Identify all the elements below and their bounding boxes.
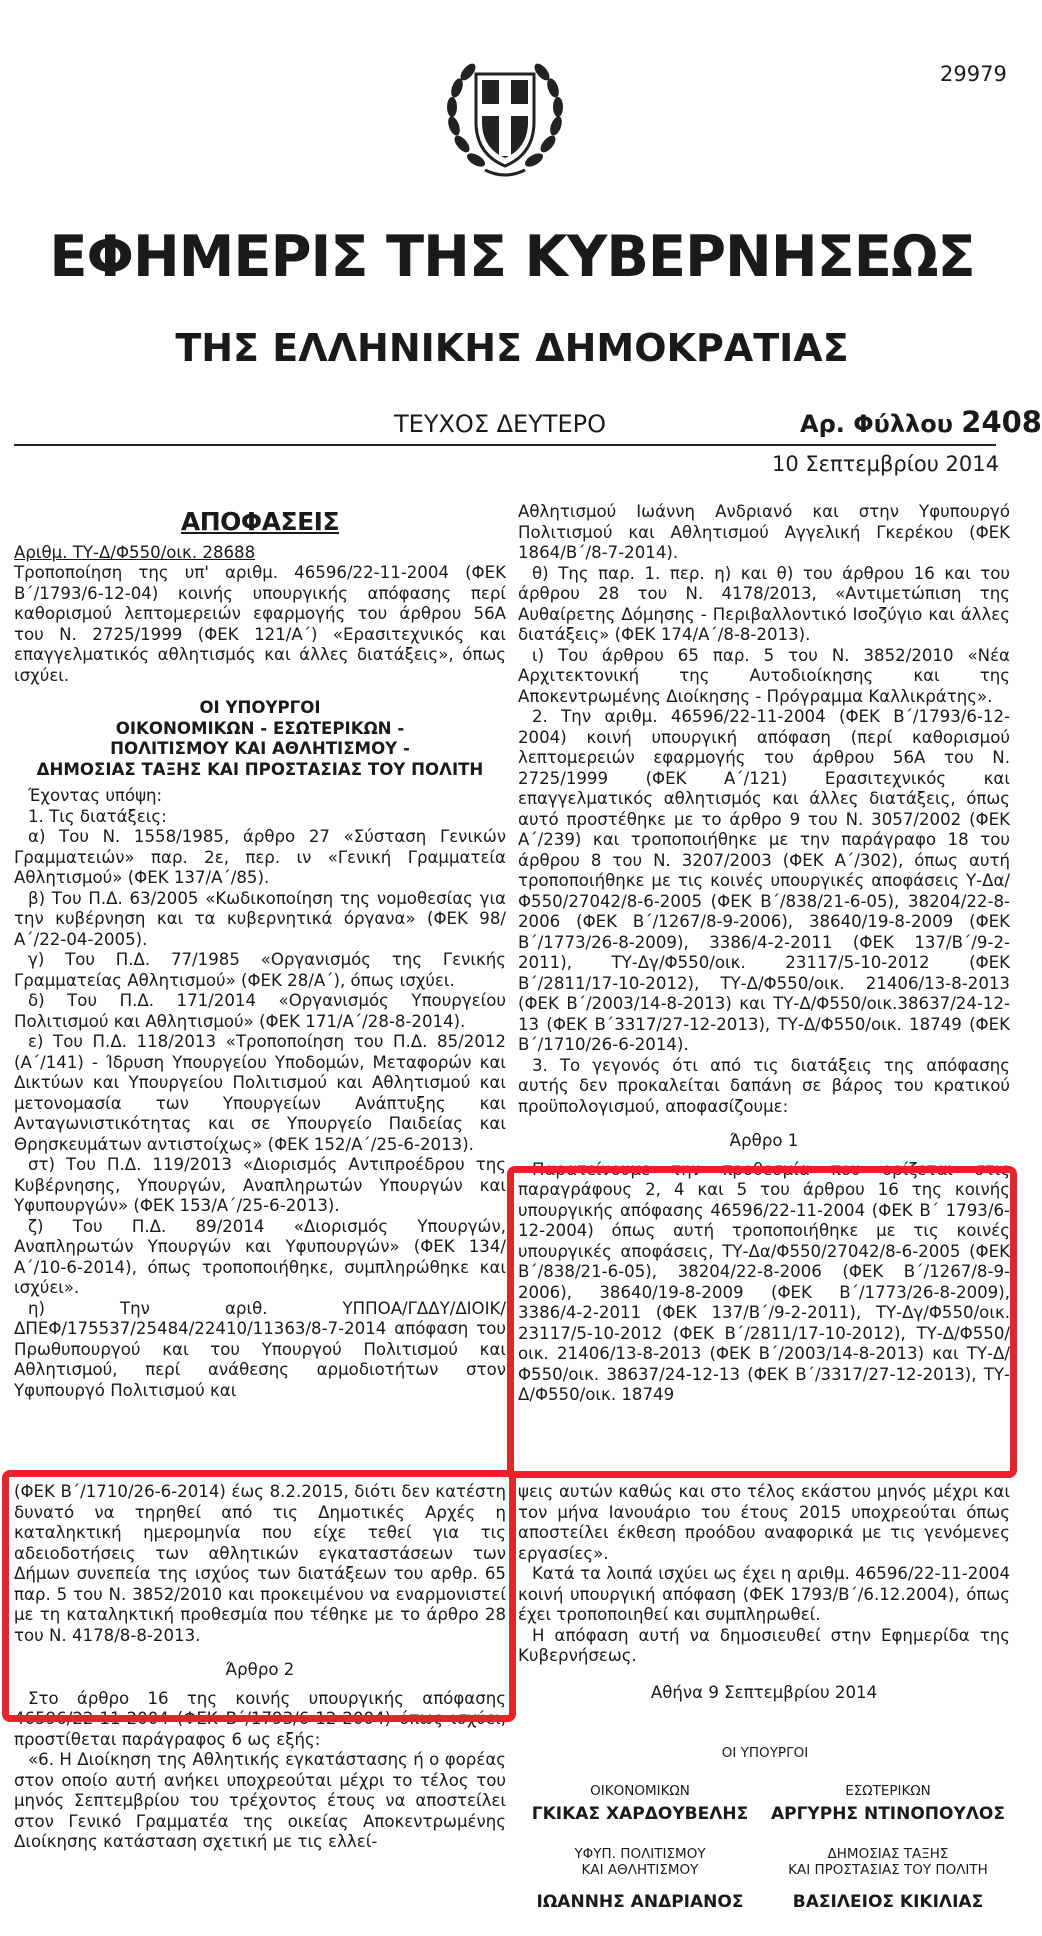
issue-type: ΤΕΥΧΟΣ ΔΕΥΤΕΡΟ	[394, 410, 607, 438]
highlight-box-continuation	[2, 1470, 516, 1722]
paragraph: ψεις αυτών καθώς και στο τέλος εκάστου μηνός μέχρι και τον μήνα Ιανουάριο του έτους 2015 υποχρεούται όπως αποστείλει έκθεση προόδου αναφορικά με τις γενόμενες εργασίες».	[518, 1482, 1010, 1563]
signatory-name: ΒΑΣΙΛΕΙΟΣ ΚΙΚΙΛΙΑΣ	[792, 1892, 984, 1912]
ministers-label: ΟΙ ΥΠΟΥΡΓΟΙ	[721, 1745, 809, 1761]
ministers-heading-1: ΟΙ ΥΠΟΥΡΓΟΙ	[199, 698, 321, 717]
ministers-heading-4: ΔΗΜΟΣΙΑΣ ΤΑΞΗΣ ΚΑΙ ΠΡΟΣΤΑΣΙΑΣ ΤΟΥ ΠΟΛΙΤΗ	[36, 759, 484, 779]
signatory-role: ΟΙΚΟΝΟΜΙΚΩΝ	[590, 1783, 690, 1799]
sheet-number-label: Αρ. Φύλλου	[800, 410, 953, 438]
signatory-role: ΔΗΜΟΣΙΑΣ ΤΑΞΗΣ	[827, 1846, 949, 1862]
paragraph: Κατά τα λοιπά ισχύει ως έχει η αριθμ. 46596/22-11-2004 κοινή υπουργική απόφαση (ΦΕΚ 1793/Β΄/6.12.2004), όπως έχει τροποποιηθεί και συμπληρωθεί.	[518, 1564, 1010, 1624]
article-1-title: Άρθρο 1	[729, 1131, 799, 1150]
sheet-number	[800, 405, 1042, 439]
paragraph: 1. Τις διατάξεις:	[28, 806, 167, 826]
article-1-text: Παρατείνουμε την προθεσμία που ορίζεται στις παραγράφους 2, 4 και 5 του άρθρου 16 της κοινής υπουργικής απόφασης 46596/22-11-2004 (ΦΕΚ Β΄ 1793/6-12-2004) όπως αυτή τροποποιήθηκε με τις κοινές υπουργικές αποφάσεις, ΤΥ-Δα/Φ550/27042/8-6-2005 (ΦΕΚ Β΄/838/21-6-05), 38204/22-8-2006 (ΦΕΚ Β΄/1267/8-9-2006), 38640/19-8-2009 (ΦΕΚ Β΄/1773/26-8-2009), 3386/4-2-2011 (ΦΕΚ 137/Β΄/9-2-2011), ΤΥ-Δγ/Φ550/οικ. 23117/5-10-2012 (ΦΕΚ Β΄/2811/17-10-2012), ΤΥ-Δ/Φ550/οικ. 21406/13-8-2013 (ΦΕΚ Β΄/2003/14-8-2013) και ΤΥ-Δ/Φ550/οικ. 38637/24-12-13 (ΦΕΚ Β΄/3317/27-12-2013), ΤΥ-Δ/Φ550/οικ. 18749	[518, 1159, 1010, 1404]
signatory-role: ΚΑΙ ΠΡΟΣΤΑΣΙΑΣ ΤΟΥ ΠΟΛΙΤΗ	[788, 1862, 988, 1878]
decision-subject: Τροποποίηση της υπ' αριθμ. 46596/22-11-2004 (ΦΕΚ Β΄/1793/6-12-04) κοινής υπουργικής απόφασης περί καθορισμού λεπτομερειών εφαρμογής του άρθρου 56Α του Ν. 2725/1999 (ΦΕΚ 121/Α΄) «Ερασιτεχνικός και επαγγελματικός αθλητισμός και άλλες διατάξεις», όπως ισχύει.	[14, 563, 506, 685]
ministers-heading-3: ΠΟΛΙΤΙΣΜΟΥ ΚΑΙ ΑΘΛΗΤΙΣΜΟΥ -	[110, 739, 410, 758]
paragraph: ε) Του Π.Δ. 118/2013 «Τροποποίηση του Π.Δ. 85/2012 (Α΄/141) - Ίδρυση Υπουργείου Υποδομών, Μεταφορών και Δικτύων και Υπουργείου Πολιτισμού και Αθλητισμού και μετονομασία των Υπουργείων Ανάπτυξης και Ανταγωνιστικότητας και σε Υπουργείο Παιδείας και Θρησκευμάτων αντιστοίχως» (ΦΕΚ 152/Α΄/25-6-2013).	[14, 1032, 506, 1154]
paragraph: Έχοντας υπόψη:	[28, 786, 163, 805]
greek-coat-of-arms-icon	[440, 52, 570, 182]
gazette-title: ΕΦΗΜΕΡΙΣ ΤΗΣ ΚΥΒΕΡΝΗΣΕΩΣ	[49, 224, 975, 290]
paragraph: δ) Του Π.Δ. 171/2014 «Οργανισμός Υπουργείου Πολιτισμού και Αθλητισμού» (ΦΕΚ 171/Α΄/28-8-2014).	[14, 991, 506, 1031]
ministers-heading-2: ΟΙΚΟΝΟΜΙΚΩΝ - ΕΣΩΤΕΡΙΚΩΝ -	[115, 718, 405, 738]
header-divider	[14, 444, 996, 446]
paragraph: η) Την αριθ. ΥΠΠΟΑ/ΓΔΔΥ/ΔΙΟΙΚ/ΔΠΕΦ/175537/25484/22410/11363/8-7-2014 απόφαση του Πρωθυπουργού και του Υπουργού Πολιτισμού και Αθλητισμού, περί ανάθεσης αρμοδιοτήτων στον Υφυπουργό Πολιτισμού και	[14, 1298, 506, 1400]
issue-date: 10 Σεπτεμβρίου 2014	[772, 452, 999, 476]
section-title: ΑΠΟΦΑΣΕΙΣ	[180, 507, 340, 536]
article-2-title: Άρθρο 2	[225, 1660, 295, 1679]
paragraph: θ) Της παρ. 1. περ. η) και θ) του άρθρου 16 και του άρθρου 28 του Ν. 4178/2013, «Αντιμετώπιση της Αυθαίρετης Δόμησης - Περιβαλλοντικό Ισοζύγιο και άλλες διατάξεις» (ΦΕΚ 174/Α΄/8-8-2013).	[518, 563, 1010, 644]
article-2-intro: Στο άρθρο 16 της κοινής υπουργικής απόφασης 46596/22-11-2004 (ΦΕΚ Β΄/1793/6-12-2004) όπως ισχύει, προστίθεται παράγραφος 6 ως εξής:	[14, 1688, 506, 1749]
signatory-role: ΚΑΙ ΑΘΛΗΤΙΣΜΟΥ	[581, 1862, 699, 1878]
article-1-continuation: (ΦΕΚ Β΄/1710/26-6-2014) έως 8.2.2015, διότι δεν κατέστη δυνατό να τηρηθεί από τις Δημοτικές Αρχές η καταληκτική ημερομηνία που είχε τεθεί για τις αδειοδοτήσεις των αθλητικών εγκαταστάσεων των Δήμων συνεπεία της ισχύος των διατάξεων του αρθρ. 65 παρ. 5 του Ν. 3852/2010 και προκειμένου να εναρμονιστεί με τη καταληκτική προθεσμία που τέθηκε με το άρθρο 28 του Ν. 4178/8-8-2013.	[14, 1482, 506, 1645]
paragraph: στ) Του Π.Δ. 119/2013 «Διορισμός Αντιπροέδρου της Κυβέρνησης, Υπουργών, Αναπληρωτών Υπουργών και Υφυπουργών» (ΦΕΚ 153/Α΄/25-6-2013).	[14, 1155, 506, 1215]
gazette-subtitle: ΤΗΣ ΕΛΛΗΝΙΚΗΣ ΔΗΜΟΚΡΑΤΙΑΣ	[175, 326, 849, 370]
decision-reference: Αριθμ. ΤΥ-Δ/Φ550/οικ. 28688	[14, 542, 256, 562]
signatory-name: ΙΩΑΝΝΗΣ ΑΝΔΡΙΑΝΟΣ	[536, 1892, 744, 1912]
paragraph: 3. Το γεγονός ότι από τις διατάξεις της απόφασης αυτής δεν προκαλείται δαπάνη σε βάρος του κρατικού προϋπολογισμού, αποφασίζουμε:	[518, 1055, 1010, 1116]
paragraph: 2. Την αριθμ. 46596/22-11-2004 (ΦΕΚ Β΄/1793/6-12-2004) κοινή υπουργική απόφαση (περί καθορισμού λεπτομερειών εφαρμογής του άρθρου 56Α του Ν. 2725/1999 (ΦΕΚ Α΄/121) Ερασιτεχνικός και επαγγελματικός αθλητισμός και άλλες διατάξεις, όπως αυτό προστέθηκε με το άρθρο 9 του Ν. 3057/2002 (ΦΕΚ Α΄/239) και τροποποιήθηκε με την παράγραφο 18 του άρθρου 8 του Ν. 3207/2003 (ΦΕΚ Α΄/302), όπως αυτή τροποποιήθηκε με τις κοινές υπουργικές αποφάσεις Υ-Δα/Φ550/27042/8-6-2005 (ΦΕΚ Β΄/838/21-6-05), 38204/22-8-2006 (ΦΕΚ Β΄/1267/8-9-2006), 38640/19-8-2009 (ΦΕΚ Β΄/1773/26-8-2009), 3386/4-2-2011 (ΦΕΚ 137/Β΄/9-2-2011), ΤΥ-Δγ/Φ550/οικ. 23117/5-10-2012 (ΦΕΚ Β΄/2811/17-10-2012), ΤΥ-Δ/Φ550/οικ. 21406/13-8-2013 (ΦΕΚ Β΄/2003/14-8-2013) και ΤΥ-Δ/Φ550/οικ.38637/24-12-13 (ΦΕΚ Β΄3317/27-12-2013), ΤΥ-Δ/Φ550/οικ. 18749 (ΦΕΚ Β΄/1710/26-6-2014).	[518, 707, 1010, 1054]
place-date: Αθήνα 9 Σεπτεμβρίου 2014	[650, 1682, 878, 1702]
page-number: 29979	[940, 62, 1007, 86]
signatory-name: ΑΡΓΥΡΗΣ ΝΤΙΝΟΠΟΥΛΟΣ	[770, 1804, 1005, 1824]
paragraph: γ) Του Π.Δ. 77/1985 «Οργανισμός της Γενικής Γραμματείας Αθλητισμού» (ΦΕΚ 28/Α΄), όπως ισχύει.	[14, 950, 506, 990]
paragraph: Η απόφαση αυτή να δημοσιευθεί στην Εφημερίδα της Κυβερνήσεως.	[518, 1625, 1010, 1665]
signatory-name: ΓΚΙΚΑΣ ΧΑΡΔΟΥΒΕΛΗΣ	[531, 1804, 749, 1824]
signatory-role: ΕΣΩΤΕΡΙΚΩΝ	[845, 1783, 931, 1799]
right-column-lower	[518, 1482, 1010, 1703]
paragraph: β) Του Π.Δ. 63/2005 «Κωδικοποίηση της νομοθεσίας για την κυβέρνηση και τα κυβερνητικά όργανα» (ΦΕΚ 98/Α΄/22-04-2005).	[14, 888, 506, 949]
paragraph: Αθλητισμού Ιωάννη Ανδριανό και στην Υφυπουργό Πολιτισμού και Αθλητισμού Αγγελική Γκερέκου (ΦΕΚ 1864/Β΄/8-7-2014).	[518, 502, 1010, 562]
left-column	[14, 507, 506, 1401]
highlight-box-article-1	[507, 1166, 1017, 1478]
article-2-paragraph-6: «6. Η Διοίκηση της Αθλητικής εγκατάστασης ή ο φορέας στον οποίο αυτή ανήκει υποχρεούται μέχρι το τέλος του μηνός Σεπτεμβρίου του τρέχοντος έτους να αποστείλει στον Γενικό Γραμματέα της οικείας Αποκεντρωμένης Διοίκησης κατάσταση σχετική με τις ελλεί-	[14, 1750, 506, 1851]
signatory-role: ΥΦΥΠ. ΠΟΛΙΤΙΣΜΟΥ	[574, 1846, 706, 1862]
paragraph: α) Του Ν. 1558/1985, άρθρο 27 «Σύσταση Γενικών Γραμματειών» παρ. 2ε, περ. ιν «Γενική Γραμματεία Αθλητισμού» (ΦΕΚ 137/Α΄/85).	[14, 827, 506, 887]
sheet-number-value: 2408	[961, 405, 1042, 439]
paragraph: ζ) Του Π.Δ. 89/2014 «Διορισμός Υπουργών, Αναπληρωτών Υπουργών και Υφυπουργών» (ΦΕΚ 134/Α΄/10-6-2014), όπως τροποποιήθηκε, συμπληρώθηκε και ισχύει».	[14, 1216, 506, 1297]
paragraph: ι) Του άρθρου 65 παρ. 5 του Ν. 3852/2010 «Νέα Αρχιτεκτονική της Αυτοδιοίκησης και της Αποκεντρωμένης Διοίκησης - Πρόγραμμα Καλλικράτης».	[518, 645, 1010, 706]
